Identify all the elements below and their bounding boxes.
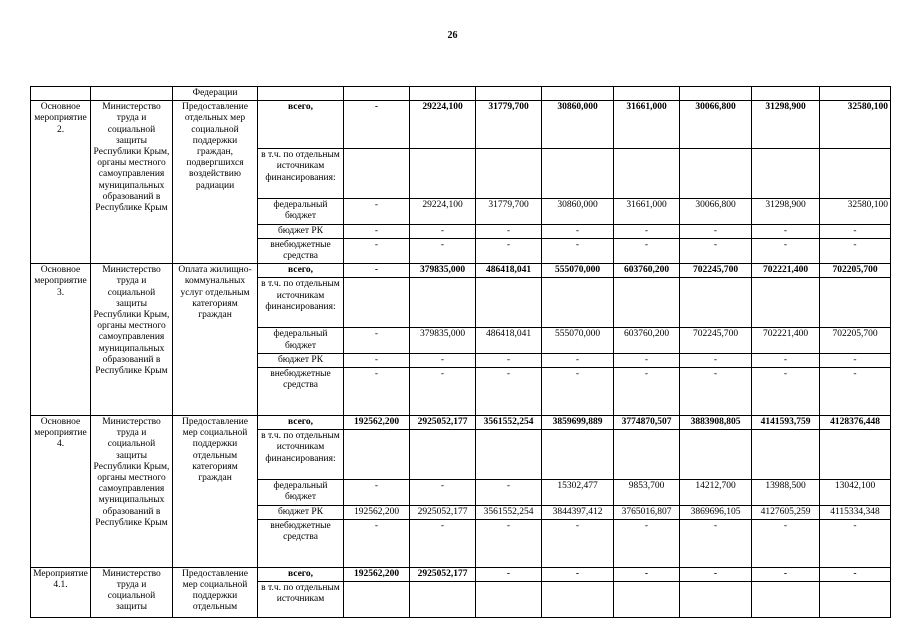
value-cell: - [410, 353, 476, 367]
value-cell: - [680, 238, 752, 263]
value-cell: - [410, 519, 476, 567]
value-cell: 4115334,348 [820, 505, 891, 519]
value-cell: - [542, 353, 614, 367]
table-row [31, 416, 891, 430]
value-cell: 4141593,759 [752, 416, 820, 430]
value-cell: 702205,700 [820, 328, 891, 353]
source-label: в т.ч. по отдельным источникам финансирования: [258, 149, 344, 199]
value-cell: 192562,200 [344, 416, 410, 430]
value-cell: 13042,100 [820, 480, 891, 505]
value-cell: - [820, 224, 891, 238]
value-cell: - [410, 368, 476, 416]
value-cell: - [614, 519, 680, 567]
table-row [31, 567, 891, 581]
measure-name: Предоставление мер социальной поддержки отдельным категориям граждан [173, 416, 258, 568]
value-cell: 31779,700 [476, 199, 542, 224]
measure-title: Основное мероприятие 4. [31, 416, 91, 568]
value-cell: 486418,041 [476, 264, 542, 278]
value-cell: - [680, 519, 752, 567]
value-cell: - [410, 238, 476, 263]
value-cell: 2925052,177 [410, 505, 476, 519]
source-label: внебюджетные средства [258, 238, 344, 263]
value-cell: - [614, 238, 680, 263]
value-cell: 603760,200 [614, 328, 680, 353]
value-cell: - [614, 353, 680, 367]
table-row [31, 101, 891, 149]
table-header-row [31, 87, 891, 101]
value-cell: 486418,041 [476, 328, 542, 353]
value-cell: - [752, 224, 820, 238]
value-cell: - [476, 519, 542, 567]
executor-cell: Министерство труда и социальной защиты Республики Крым, органы местного самоуправления муниципальных образований в Республике Крым [91, 101, 173, 264]
value-cell: - [476, 238, 542, 263]
value-cell: - [476, 353, 542, 367]
value-cell: 2925052,177 [410, 567, 476, 581]
value-cell: 192562,200 [344, 567, 410, 581]
value-cell: - [542, 238, 614, 263]
value-cell: - [344, 328, 410, 353]
header-cell: Федерации [173, 87, 258, 101]
source-label: всего, [258, 416, 344, 430]
value-cell: - [820, 353, 891, 367]
source-label: в т.ч. по отдельным источникам финансирования: [258, 430, 344, 480]
value-cell: 30860,000 [542, 199, 614, 224]
value-cell: 29224,100 [410, 199, 476, 224]
value-cell: 31298,900 [752, 101, 820, 149]
measure-title: Мероприятие 4.1. [31, 567, 91, 617]
value-cell: - [344, 238, 410, 263]
value-cell: 379835,000 [410, 328, 476, 353]
source-label: федеральный бюджет [258, 328, 344, 353]
value-cell: - [542, 519, 614, 567]
source-label: в т.ч. по отдельным источникам финансирования: [258, 278, 344, 328]
value-cell: - [410, 224, 476, 238]
value-cell: - [752, 519, 820, 567]
source-label: федеральный бюджет [258, 199, 344, 224]
value-cell: 702245,700 [680, 328, 752, 353]
value-cell: 32580,100 [820, 101, 891, 149]
value-cell: - [680, 224, 752, 238]
value-cell: 31779,700 [476, 101, 542, 149]
value-cell: 3869696,105 [680, 505, 752, 519]
source-label: бюджет РК [258, 224, 344, 238]
measure-name: Оплата жилищно-коммунальных услуг отдельным категориям граждан [173, 264, 258, 416]
value-cell: - [542, 567, 614, 581]
value-cell: - [820, 519, 891, 567]
value-cell: 30066,800 [680, 199, 752, 224]
value-cell: - [614, 368, 680, 416]
value-cell: 15302,477 [542, 480, 614, 505]
executor-cell: Министерство труда и социальной защиты [91, 567, 173, 617]
value-cell: 192562,200 [344, 505, 410, 519]
value-cell: 30066,800 [680, 101, 752, 149]
budget-table [30, 86, 891, 618]
value-cell: 2925052,177 [410, 416, 476, 430]
measure-name: Предоставление отдельных мер социальной поддержки граждан, подвергшихся воздействию радиации [173, 101, 258, 264]
source-label: бюджет РК [258, 505, 344, 519]
executor-cell: Министерство труда и социальной защиты Республики Крым, органы местного самоуправления муниципальных образований в Республике Крым [91, 264, 173, 416]
value-cell: - [752, 567, 820, 581]
value-cell: - [344, 480, 410, 505]
value-cell: 32580,100 [820, 199, 891, 224]
value-cell: 31298,900 [752, 199, 820, 224]
value-cell: - [344, 199, 410, 224]
value-cell: 702221,400 [752, 328, 820, 353]
value-cell: 702245,700 [680, 264, 752, 278]
value-cell: 9853,700 [614, 480, 680, 505]
measure-title: Основное мероприятие 3. [31, 264, 91, 416]
value-cell: - [476, 480, 542, 505]
value-cell: 3859699,889 [542, 416, 614, 430]
source-label: в т.ч. по отдельным источникам [258, 582, 344, 618]
source-label: всего, [258, 101, 344, 149]
value-cell: 555070,000 [542, 264, 614, 278]
source-label: федеральный бюджет [258, 480, 344, 505]
value-cell: 3765016,807 [614, 505, 680, 519]
value-cell: 3561552,254 [476, 505, 542, 519]
value-cell: 555070,000 [542, 328, 614, 353]
source-label: внебюджетные средства [258, 519, 344, 567]
source-label: бюджет РК [258, 353, 344, 367]
value-cell: - [820, 368, 891, 416]
value-cell: - [344, 519, 410, 567]
value-cell: 4127605,259 [752, 505, 820, 519]
value-cell: - [344, 264, 410, 278]
value-cell: 4128376,448 [820, 416, 891, 430]
value-cell: - [614, 567, 680, 581]
value-cell: - [752, 368, 820, 416]
value-cell: - [614, 224, 680, 238]
table-row [31, 264, 891, 278]
value-cell: - [344, 353, 410, 367]
value-cell: 702221,400 [752, 264, 820, 278]
value-cell: 702205,700 [820, 264, 891, 278]
value-cell: - [410, 480, 476, 505]
value-cell: 13988,500 [752, 480, 820, 505]
value-cell: - [752, 353, 820, 367]
page-number: 26 [447, 30, 458, 41]
value-cell: 30860,000 [542, 101, 614, 149]
value-cell: 31661,000 [614, 199, 680, 224]
value-cell: 3774870,507 [614, 416, 680, 430]
value-cell: - [476, 224, 542, 238]
value-cell: - [344, 224, 410, 238]
value-cell: - [680, 567, 752, 581]
value-cell: 29224,100 [410, 101, 476, 149]
value-cell: - [752, 238, 820, 263]
source-label: внебюджетные средства [258, 368, 344, 416]
value-cell: 31661,000 [614, 101, 680, 149]
source-label: всего, [258, 567, 344, 581]
value-cell: - [820, 567, 891, 581]
value-cell: - [542, 368, 614, 416]
value-cell: - [542, 224, 614, 238]
value-cell: - [680, 353, 752, 367]
value-cell: - [344, 368, 410, 416]
value-cell: 14212,700 [680, 480, 752, 505]
value-cell: 3883908,805 [680, 416, 752, 430]
value-cell: 3561552,254 [476, 416, 542, 430]
value-cell: - [476, 368, 542, 416]
value-cell: - [680, 368, 752, 416]
value-cell: 3844397,412 [542, 505, 614, 519]
value-cell: 379835,000 [410, 264, 476, 278]
executor-cell: Министерство труда и социальной защиты Республики Крым, органы местного самоуправления муниципальных образований в Республике Крым [91, 416, 173, 568]
measure-name: Предоставление мер социальной поддержки отдельным [173, 567, 258, 617]
value-cell: 603760,200 [614, 264, 680, 278]
measure-title: Основное мероприятие 2. [31, 101, 91, 264]
value-cell: - [344, 101, 410, 149]
source-label: всего, [258, 264, 344, 278]
value-cell: - [476, 567, 542, 581]
value-cell: - [820, 238, 891, 263]
